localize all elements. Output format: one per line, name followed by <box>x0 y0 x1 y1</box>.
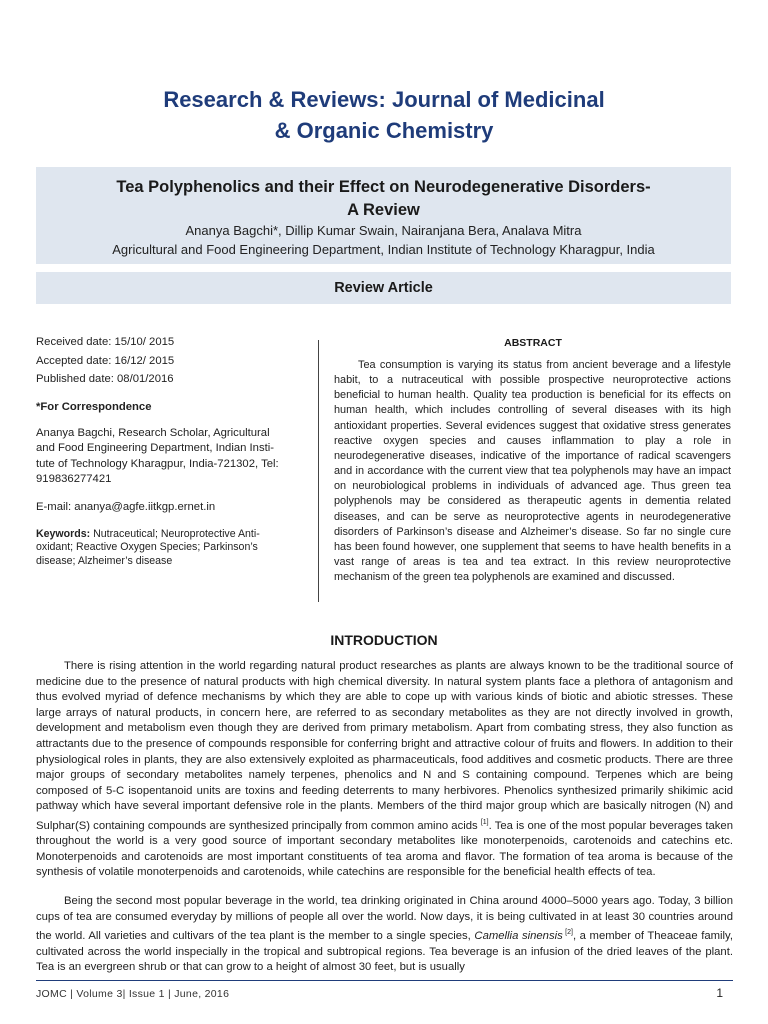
introduction-paragraph-2 <box>36 894 733 976</box>
journal-title-line2: & Organic Chemistry <box>274 118 494 143</box>
page-number: 1 <box>716 986 723 1000</box>
footer-rule <box>36 980 733 981</box>
accepted-date: Accepted date: 16/12/ 2015 <box>36 354 175 367</box>
affiliation: Agricultural and Food Engineering Department, Indian Institute of Technology Kharagpur, India <box>112 242 655 257</box>
article-type-banner: Review Article <box>36 272 731 304</box>
citation-ref[interactable]: [2] <box>562 929 573 937</box>
journal-title <box>0 84 768 146</box>
correspondence-email[interactable]: E-mail: ananya@agfe.iitkgp.ernet.in <box>36 500 216 513</box>
paragraph-text: There is rising attention in the world regarding natural product researches as plants are always known to be the traditional source of medicine due to the presence of natural products with high chemical diversity. In natural system plants face a plethora of antagonism and thus evolved myriad of defence mechanisms by which they are able to cope up with various kinds of biotic and abiotic stresses. These large arrays of natural products, in concern here, are referred to as secondary metabolites as they are not directly involved in growth, development and metabolism even though they are derived from primary metabolism. Apart from combating stress, they also function as attractants due to the presence of compounds responsible for conferring bright and attractive colour of fruits and flowers. In addition to their physiological roles in plants, they are also extensively exploited as pharmaceuticals, food additives and cosmetic products. There are three major groups of secondary metabolites namely terpenes, phenolics and N and S containing compound. Terpenes which are being composed of 5-C isopentanoid units are toxins and feeding deterrents to many herbivores. Phenolics synthesized primarily shikimic acid pathway which have several important defensive role in the plants. Members of the third major group which are basically nitrogen (N) and Sulphar(S) containing compounds are synthesized principally from common amino acids <box>36 660 733 832</box>
article-meta <box>36 333 298 568</box>
authors: Ananya Bagchi*, Dillip Kumar Swain, Nairanjana Bera, Analava Mitra <box>185 223 582 238</box>
correspondence-label: *For Correspondence <box>36 400 152 413</box>
abstract-heading: ABSTRACT <box>504 337 562 349</box>
column-divider <box>318 340 319 602</box>
keywords-label: Keywords: <box>36 527 91 540</box>
correspondence-line: Ananya Bagchi, Research Scholar, Agricultural <box>36 426 270 439</box>
correspondence-phone: 919836277421 <box>36 473 112 485</box>
published-date: Published date: 08/01/2016 <box>36 373 174 385</box>
species-name: Camellia sinensis <box>474 929 563 942</box>
paragraph-text: . Tea is one of the most popular beverages taken throughout the world is a very good source of important secondary metabolites like monoterpenoids, carotenoids and catechins etc. Monoterpenoids and carotenoids are most important constituents of tea aroma and flavor. The formation of tea aroma is because of the synthesis of volatile monoterpenoids and carotenoids, while catechins are responsible for the beneficial health effects of tea. <box>36 819 733 879</box>
introduction-heading: INTRODUCTION <box>330 632 438 648</box>
keywords-line: Nutraceutical; Neuroprotective Anti- <box>90 527 260 540</box>
paragraph-text: , a member of Theaceae family, cultivated across the world inspecially in the tropical and subtropical regions. Tea beverage is an infusion of the dried leaves of the plant. Tea is an evergreen shrub or that can grow to a height of almost 30 feet, but is usually <box>36 929 734 974</box>
article-title <box>40 176 727 222</box>
footer-journal-info: JOMC | Volume 3| Issue 1 | June, 2016 <box>36 988 230 1000</box>
keywords <box>36 528 298 569</box>
correspondence-text <box>36 426 298 488</box>
paragraph-text: Being the second most popular beverage in the world, tea drinking originated in China around 4000–5000 years ago. Today, 3 billion cups of tea are consumed everyday by millions of people all over the world. Now days, it is being cultivated in at least 30 countries around the world. All varieties and cultivars of the tea plant is the member to a single species, <box>36 895 733 942</box>
article-title-line2: A Review <box>347 201 420 219</box>
article-title-line1: Tea Polyphenolics and their Effect on Neurodegenerative Disorders- <box>116 178 651 196</box>
journal-title-line1: Research & Reviews: Journal of Medicinal <box>163 87 605 112</box>
citation-ref[interactable]: [1] <box>480 818 489 826</box>
correspondence-line: tute of Technology Kharagpur, India-721302, Tel: <box>36 457 279 470</box>
keywords-line: oxidant; Reactive Oxygen Species; Parkinson’s <box>36 541 258 553</box>
correspondence-line: and Food Engineering Department, Indian Insti- <box>36 442 275 454</box>
introduction-paragraph-1 <box>36 659 733 881</box>
received-date: Received date: 15/10/ 2015 <box>36 336 175 348</box>
keywords-line: disease; Alzheimer’s disease <box>36 554 173 567</box>
abstract-text: Tea consumption is varying its status from ancient beverage and a lifestyle habit, to a nutraceutical with possible prospective neuroprotective actions beneficial to human health. Quality tea production is beneficial for its effects on human health, which includes controlling of several diseases with its high antioxidant properties. Several evidences suggest that oxidative stress generates reactive oxygen species and causes inflammation to play a role in neurodegenerative diseases, indicative of the importance of radical scavengers and in accordance with the current view that tea polyphenols may have an impact on neurobiological problems in individuals of advanced age. Thus green tea polyphenols may be considered as therapeutic agents in dementia related diseases, and can be serve as neuroprotective agents in neurodegenerative disorders of Parkinson’s disease and Alzheimer’s disease. So far no single cure has been found however, one supplement that seems to have health benefits in a vast range of areas is tea and tea extract. In this review neuroprotective mechanism of the green tea polyphenols are examined and discussed. <box>334 359 731 584</box>
